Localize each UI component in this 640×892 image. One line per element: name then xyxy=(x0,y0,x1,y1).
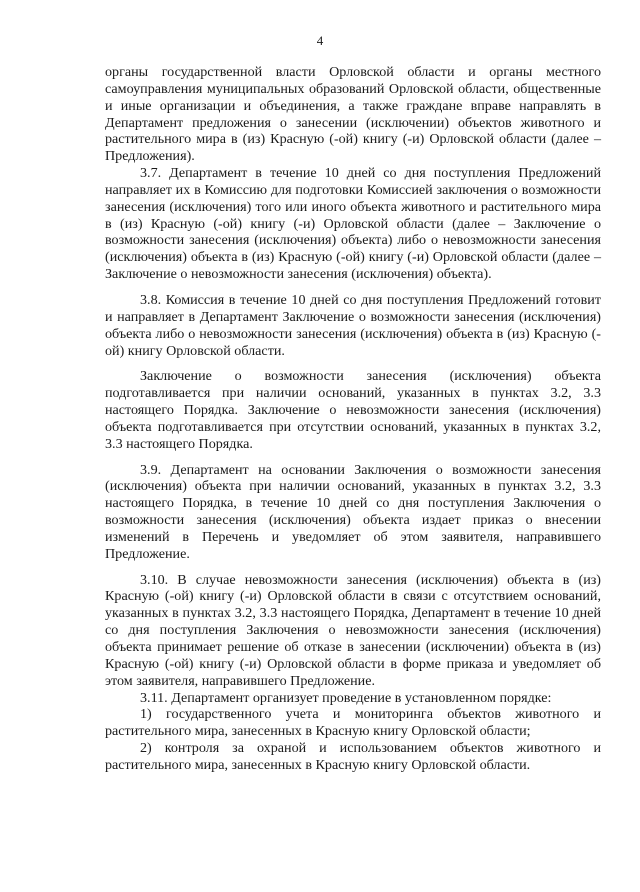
paragraph: 3.10. В случае невозможности занесения (исключения) объекта в (из) Красную (-ой) книгу (-и) Орловской области в связи с отсутствием оснований, указанных в пунктах 3.2, 3.3 настоящего Порядка, Департамент в течение 10 дней со дня поступления Заключения о невозможности занесения (исключения) объекта принимает решение об отказе в занесении (исключении) объекта в (из) Красную (-ой) книгу (-и) Орловской области в форме приказа и уведомляет об этом заявителя, направившего Предложение. xyxy=(105,571,601,689)
list-item: 2) контроля за охраной и использованием объектов животного и растительного мира, занесенных в Красную книгу Орловской области. xyxy=(105,740,601,773)
page-number: 4 xyxy=(316,33,324,48)
paragraph: 3.7. Департамент в течение 10 дней со дня поступления Предложений направляет их в Комиссию для подготовки Комиссией заключения о возможности занесения (исключения) того или иного объекта животного и растительного мира в (из) Красную (-ой) книгу (-и) Орловской области (далее – Заключение о возможности занесения (исключения) объекта) либо о невозможности занесения (исключения) объекта в (из) Красную (-ой) книгу (-и) Орловской области (далее – Заключение о невозможности занесения (исключения) объекта). xyxy=(105,165,601,283)
paragraph: 3.9. Департамент на основании Заключения о возможности занесения (исключения) объекта при наличии оснований, указанных в пунктах 3.2, 3.3 настоящего Порядка, в течение 10 дней со дня поступления Заключения о возможности занесения (исключения) объекта издает приказ о внесении изменений в Перечень и уведомляет об этом заявителя, направившего Предложение. xyxy=(105,461,601,562)
list-item: 1) государственного учета и мониторинга объектов животного и растительного мира, занесенных в Красную книгу Орловской области; xyxy=(105,706,601,740)
paragraph: Заключение о возможности занесения (исключения) объекта подготавливается при наличии оснований, указанных в пунктах 3.2, 3.3 настоящего Порядка. Заключение о невозможности занесения (исключения) объекта подготавливается при отсутствии оснований, указанных в пунктах 3.2, 3.3 настоящего Порядка. xyxy=(105,368,601,452)
paragraph: 3.11. Департамент организует проведение в установленном порядке: xyxy=(140,689,552,706)
paragraph: органы государственной власти Орловской области и органы местного самоуправления муниципальных образований Орловской области, общественные и иные организации и объединения, а также граждане вправе направлять в Департамент предложения о занесении (исключении) объектов животного и растительного мира в (из) Красную (-ой) книгу (-и) Орловской области (далее – Предложения). xyxy=(105,64,601,165)
paragraph: 3.8. Комиссия в течение 10 дней со дня поступления Предложений готовит и направляет в Департамент Заключение о возможности занесения (исключения) объекта либо о невозможности занесения (исключения) объекта в (из) Красную (-ой) книгу Орловской области. xyxy=(105,291,601,359)
document-body xyxy=(105,64,601,774)
